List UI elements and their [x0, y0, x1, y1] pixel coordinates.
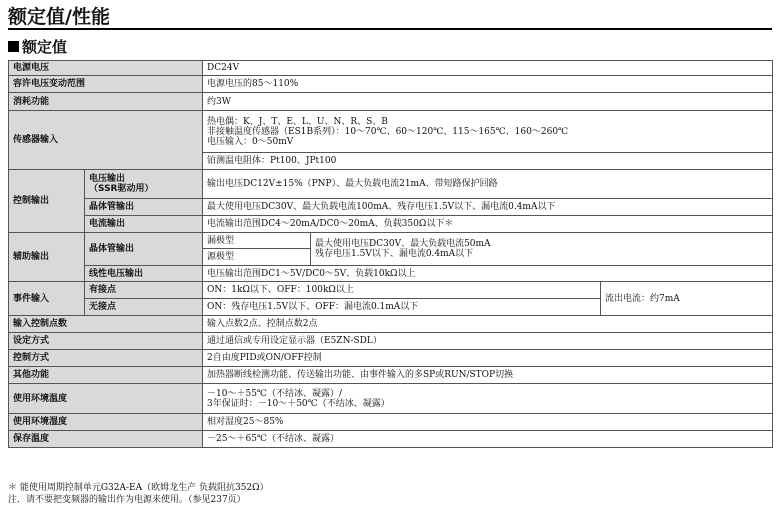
footnotes [8, 482, 269, 506]
table-row [9, 316, 773, 333]
temp-line: 3年保证时：－10～＋50℃（不结冰、凝露） [207, 398, 390, 409]
spec-table [8, 60, 773, 448]
row-label: 设定方式 [9, 333, 203, 350]
sub-label-line: 电压输出 [89, 174, 126, 184]
row-label: 输入控制点数 [9, 316, 203, 333]
table-row [9, 199, 773, 216]
row-label: 使用环境温度 [9, 384, 203, 414]
table-row [9, 350, 773, 367]
row-label: 辅助输出 [9, 233, 85, 282]
sub-label [85, 170, 203, 199]
row-value: 电压输出范围DC1～5V/DC0～5V、负载10kΩ以上 [203, 266, 773, 282]
table-row [9, 367, 773, 384]
aux-value-line: 最大使用电压DC30V、最大负载电流50mA [315, 239, 491, 249]
row-value: ON：1kΩ以下、OFF：100kΩ以上 [203, 282, 601, 299]
table-row [9, 266, 773, 282]
table-row [9, 282, 773, 299]
outflow-current: 流出电流：约7mA [601, 282, 773, 316]
sub-label: 电流输出 [85, 216, 203, 233]
row-value [311, 233, 773, 266]
row-value: 相对湿度25～85% [203, 414, 773, 431]
row-label: 传感器输入 [9, 111, 203, 170]
row-value: 2自由度PID或ON/OFF控制 [203, 350, 773, 367]
table-row [9, 333, 773, 350]
sub-label: 线性电压输出 [85, 266, 203, 282]
row-value: 通过通信或专用设定显示器（E5ZN-SDL） [203, 333, 773, 350]
row-label: 保存温度 [9, 431, 203, 448]
row-label: 使用环境湿度 [9, 414, 203, 431]
temp-line: －10～＋55℃（不结冰、凝露）/ [207, 388, 343, 399]
table-row [9, 170, 773, 199]
section-title: 额定值 [22, 38, 68, 56]
row-label: 控制方式 [9, 350, 203, 367]
row-value: 输出电压DC12V±15%（PNP）、最大负载电流21mA、带短路保护回路 [203, 170, 773, 199]
row-value: 输入点数2点、控制点数2点 [203, 316, 773, 333]
row-label: 事件输入 [9, 282, 85, 316]
row-label: 其他功能 [9, 367, 203, 384]
row-label: 容许电压变动范围 [9, 76, 203, 93]
sensor-noncontact: 非接触温度传感器（ES1B系列）：10～70℃、60～120℃、115～165℃、160～260℃ [207, 126, 569, 137]
sensor-thermocouple: 热电偶：K、J、T、E、L、U、N、R、S、B [207, 116, 388, 127]
section-heading [8, 36, 67, 57]
table-row [9, 76, 773, 93]
row-value: 电流输出范围DC4～20mA/DC0～20mA、负载350Ω以下＊ [203, 216, 773, 233]
row-value: －25～＋65℃（不结冰、凝露） [203, 431, 773, 448]
row-value: 铂测温电阻体：Pt100、JPt100 [203, 153, 773, 170]
table-row [9, 93, 773, 111]
row-value: ON：残存电压1.5V以下、OFF：漏电流0.1mA以下 [203, 299, 601, 316]
footnote: 注．请不要把变频器的输出作为电源来使用。（参见237页） [8, 495, 246, 505]
table-row [9, 216, 773, 233]
table-row [9, 61, 773, 76]
sub-label-line: （SSR驱动用） [89, 184, 154, 194]
row-value: 加热器断线检测功能、传送输出功能、由事件输入的多SP或RUN/STOP切换 [203, 367, 773, 384]
source-type: 源极型 [203, 249, 311, 266]
title-divider [8, 28, 772, 30]
row-value: 最大使用电压DC30V、最大负载电流100mA、残存电压1.5V以下、漏电流0.4mA以下 [203, 199, 773, 216]
sub-label: 晶体管输出 [85, 199, 203, 216]
row-value: DC24V [203, 61, 773, 76]
table-row [9, 384, 773, 414]
sensor-voltage: 电压输入：0～50mV [207, 136, 294, 147]
footnote: ＊ 能使用周期控制单元G32A-EA（欧姆龙生产 负载阻抗352Ω） [8, 483, 269, 493]
row-label: 电源电压 [9, 61, 203, 76]
table-row [9, 431, 773, 448]
table-row [9, 233, 773, 249]
sub-label: 有接点 [85, 282, 203, 299]
sub-label: 晶体管输出 [85, 233, 203, 266]
row-label: 控制输出 [9, 170, 85, 233]
aux-value-line: 残存电压1.5V以下、漏电流0.4mA以下 [315, 249, 474, 259]
square-bullet-icon [8, 41, 19, 52]
row-value: 约3W [203, 93, 773, 111]
row-value [203, 384, 773, 414]
page-title: 额定值/性能 [8, 6, 110, 28]
row-value: 电源电压的85～110% [203, 76, 773, 93]
table-row [9, 111, 773, 153]
row-label: 消耗功能 [9, 93, 203, 111]
table-row [9, 414, 773, 431]
row-value [203, 111, 773, 153]
sub-label: 无接点 [85, 299, 203, 316]
sink-type: 漏极型 [203, 233, 311, 249]
